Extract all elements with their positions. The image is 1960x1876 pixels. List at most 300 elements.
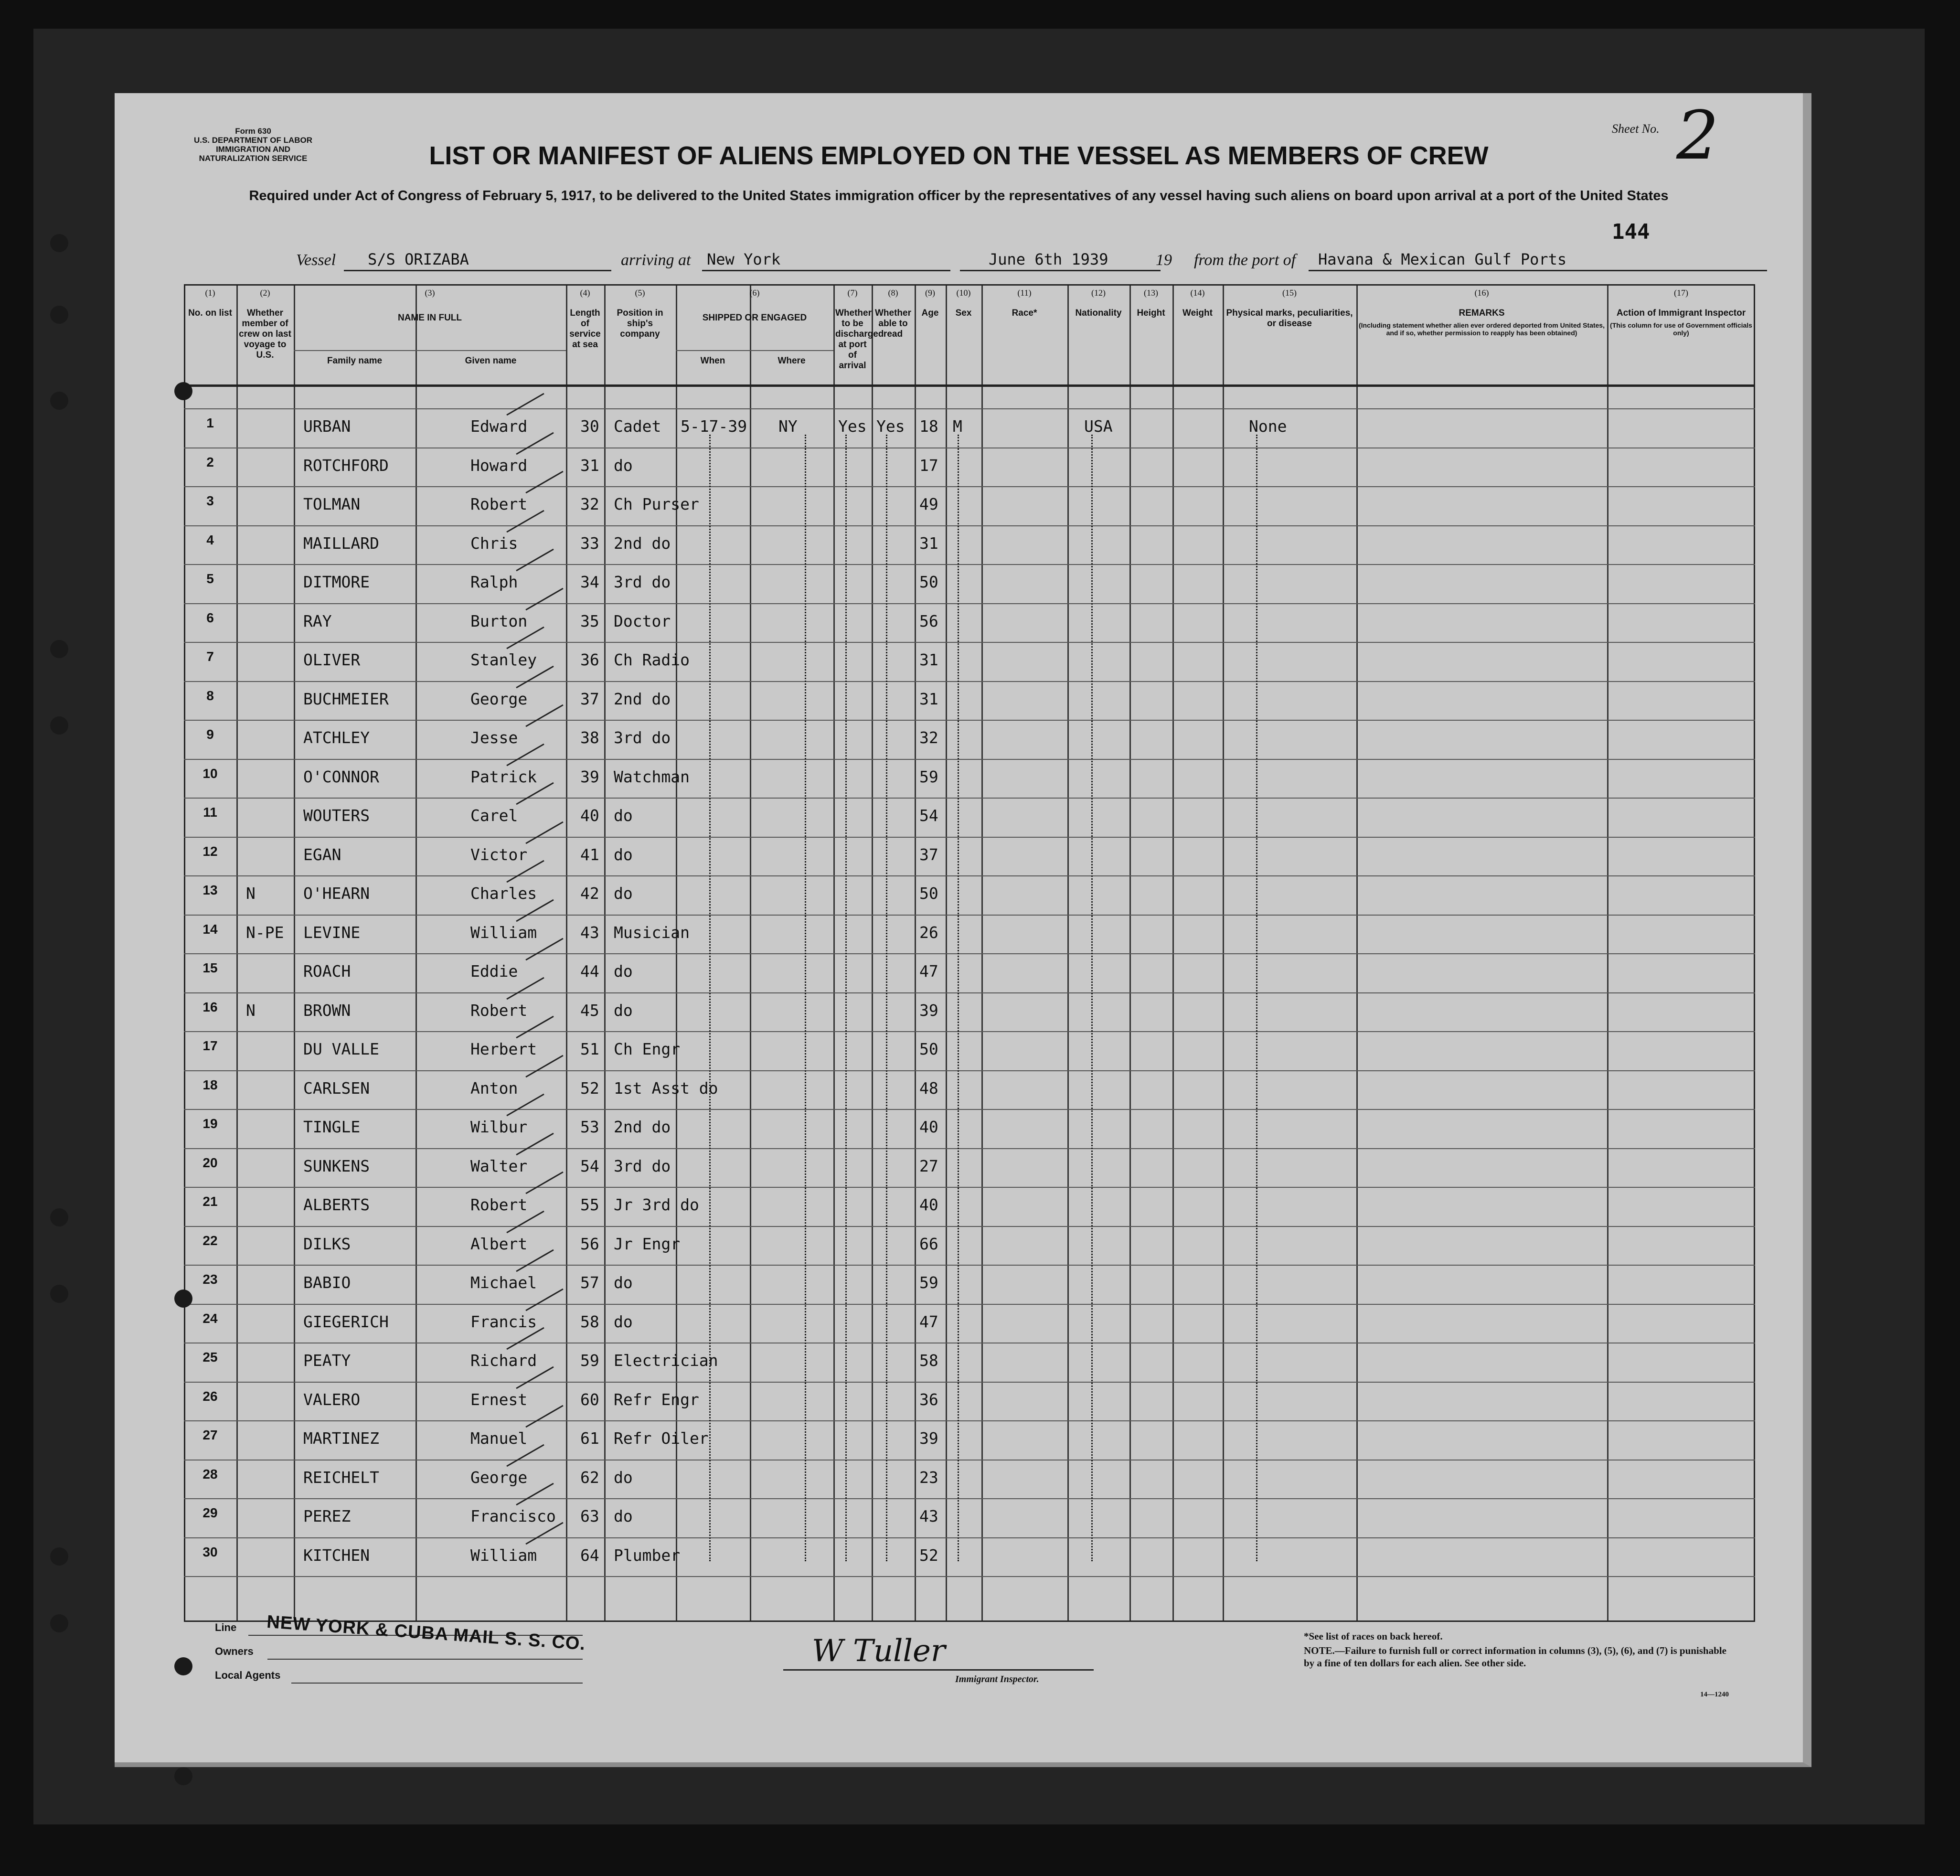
cell-family: CARLSEN [303,1078,370,1098]
cell-position: Jr 3rd do [614,1195,699,1214]
cell-service: 39 [580,767,599,786]
cell-age: 40 [919,1118,938,1136]
row-number: 14 [202,921,218,937]
column-number: (8) [888,288,898,298]
punch-hole [174,1290,192,1308]
row-divider [184,1576,1755,1577]
arrival-port: New York [707,250,781,268]
cell-position: 2nd do [614,1118,671,1136]
cell-age: 49 [919,495,938,513]
stamp-number: 144 [1612,220,1650,244]
cell-position: Jr Engr [614,1234,681,1253]
cell-age: 31 [919,533,938,553]
cell-age: 56 [919,611,938,630]
ditto-line [845,435,847,1561]
column-subheader: Family name [327,356,383,366]
table-row [184,1031,1755,1070]
cell-family: TINGLE [303,1118,361,1136]
cell-family: ROTCHFORD [303,456,389,475]
cell-read: Yes [876,417,905,436]
cell-position: do [614,1468,633,1487]
cell-age: 50 [919,573,938,591]
cell-position: Musician [614,923,690,942]
column-number: (1) [205,288,215,298]
cell-position: Doctor [614,611,671,630]
cell-position: Refr Engr [614,1390,699,1409]
line-label: Line [215,1621,237,1633]
cell-age: 50 [919,884,938,903]
column-subheader: Given name [465,356,517,366]
cell-age: 32 [919,728,938,747]
cell-given: Howard [470,456,528,475]
table-row [184,759,1755,798]
column-header: Sex [955,308,972,318]
cell-position: do [614,1273,633,1292]
cell-family: URBAN [303,417,351,436]
column-number: (2) [260,288,270,298]
cell-age: 43 [919,1507,938,1525]
row-number: 17 [202,1038,218,1053]
cell-position: Cadet [614,417,661,436]
table-row [184,915,1755,954]
manifest-sheet [115,93,1811,1767]
cell-position: do [614,1312,633,1331]
cell-given: Robert [470,495,528,513]
cell-position: Ch Radio [614,650,690,669]
departure-port-label: from the port of [1194,251,1296,269]
column-header: SHIPPED OR ENGAGED [702,313,807,323]
cell-service: 59 [580,1351,599,1370]
cell-given: William [470,923,537,942]
row-number: 10 [202,766,218,781]
cell-family: RAY [303,611,332,630]
cell-sex: M [953,417,962,436]
column-header: Whether member of crew on last voyage to U.S. [239,308,291,360]
cell-position: 3rd do [614,1156,671,1175]
cell-given: Jesse [470,728,518,747]
row-number: 12 [202,843,218,859]
cell-position: do [614,845,633,864]
cell-position: Watchman [614,767,690,786]
column-number: (15) [1282,288,1297,298]
table-row [184,1382,1755,1421]
table-row [184,1498,1755,1537]
races-note: *See list of races on back hereof. [1304,1631,1443,1642]
column-number: (10) [956,288,971,298]
cell-service: 63 [580,1507,599,1525]
page-subtitle: Required under Act of Congress of February 5, 1917, to be delivered to the United States immigration officer by the representatives of any vessel having such aliens on board upon arrival at a port of the United States [249,188,1669,203]
cell-family: ALBERTS [303,1195,370,1214]
row-number: 1 [206,416,214,430]
cell-given: George [470,689,528,708]
cell-given: Ernest [470,1390,528,1409]
cell-service: 31 [580,456,599,475]
punch-hole [50,1614,68,1632]
table-row [184,798,1755,837]
punch-hole [174,1767,192,1785]
cell-given: Francis [470,1312,537,1331]
cell-age: 59 [919,1273,938,1292]
table-row [184,1148,1755,1187]
column-header: Whether to be discharged at port of arrival [835,308,884,371]
cell-prev: N [246,884,256,903]
cell-age: 39 [919,1429,938,1448]
cell-service: 35 [580,611,599,630]
cell-when: 5-17-39 [681,417,747,436]
table-row [184,642,1755,681]
punch-hole [174,382,192,400]
column-header: REMARKS [1459,308,1505,318]
row-number: 30 [202,1544,218,1559]
sheet-number-label: Sheet No. [1612,122,1660,136]
cell-age: 48 [919,1078,938,1098]
cell-age: 47 [919,962,938,981]
cell-given: Stanley [470,650,537,669]
cell-age: 31 [919,689,938,708]
ditto-line [886,435,887,1561]
cell-nationality: USA [1084,417,1113,436]
cell-given: Edward [470,417,528,436]
cell-family: MARTINEZ [303,1429,379,1448]
vessel-line [296,248,1767,272]
cell-age: 23 [919,1468,938,1487]
cell-where: NY [778,417,798,436]
cell-position: do [614,884,633,903]
table-row [184,486,1755,525]
cell-given: Richard [470,1351,537,1370]
cell-family: DITMORE [303,573,370,591]
row-number: 19 [202,1116,218,1131]
cell-family: ATCHLEY [303,728,370,747]
row-number: 15 [202,960,218,975]
cell-family: OLIVER [303,650,361,669]
punch-hole [50,234,68,252]
row-number: 29 [202,1505,218,1520]
cell-age: 36 [919,1390,938,1409]
punch-hole [50,1285,68,1303]
arrival-date: June 6th 1939 [989,250,1108,268]
cell-service: 34 [580,573,599,591]
cell-position: Plumber [614,1546,681,1565]
column-header: Nationality [1075,308,1122,318]
cell-service: 32 [580,495,599,513]
form-identifier: Form 630 U.S. DEPARTMENT OF LABOR IMMIGRATION AND NATURALIZATION SERVICE [193,127,313,163]
cell-age: 59 [919,767,938,786]
cell-family: VALERO [303,1390,361,1409]
table-row [184,1070,1755,1109]
row-number: 2 [206,454,214,469]
punch-hole [50,392,68,410]
cell-given: Victor [470,845,528,864]
cell-given: Anton [470,1078,518,1098]
row-number: 27 [202,1428,218,1442]
cell-service: 60 [580,1390,599,1409]
cell-service: 54 [580,1156,599,1175]
cell-family: BUCHMEIER [303,689,389,708]
cell-given: Francisco [470,1507,556,1525]
cell-family: PEREZ [303,1507,351,1525]
row-number: 13 [202,883,218,897]
cell-service: 42 [580,884,599,903]
cell-given: Michael [470,1273,537,1292]
cell-family: WOUTERS [303,806,370,825]
column-number: (4) [580,288,590,298]
column-number: (7) [847,288,858,298]
cell-service: 41 [580,845,599,864]
table-row [184,408,1755,448]
cell-position: do [614,1507,633,1525]
column-subheader: When [700,356,725,366]
cell-service: 37 [580,689,599,708]
cell-age: 47 [919,1312,938,1331]
table-row [184,953,1755,992]
column-header: Physical marks, peculiarities, or disease [1226,308,1353,329]
cell-prev: N [246,1001,256,1020]
cell-given: Charles [470,884,537,903]
ditto-line [1091,435,1093,1561]
cell-service: 56 [580,1234,599,1253]
column-header: Length of service at sea [569,308,601,350]
arriving-label: arriving at [621,251,691,269]
row-number: 6 [206,610,214,625]
cell-service: 51 [580,1040,599,1058]
cell-given: George [470,1468,528,1487]
cell-given: William [470,1546,537,1565]
row-number: 18 [202,1077,218,1092]
cell-service: 61 [580,1429,599,1448]
inspector-label: Immigrant Inspector. [955,1674,1039,1684]
vessel-name: S/S ORIZABA [368,250,469,268]
penalty-note: NOTE.—Failure to furnish full or correct information in columns (3), (5), (6), and (7) is punishable by a fine of ten dollars for each alien. See other side. [1304,1645,1726,1669]
cell-given: Ralph [470,573,518,591]
cell-service: 53 [580,1118,599,1136]
cell-given: Patrick [470,767,537,786]
cell-position: 1st Asst do [614,1078,718,1098]
column-number: (12) [1091,288,1106,298]
owners-label: Owners [215,1645,254,1657]
cell-age: 27 [919,1156,938,1175]
cell-service: 58 [580,1312,599,1331]
cell-given: Eddie [470,962,518,981]
column-number: (11) [1017,288,1032,298]
table-row [184,681,1755,720]
cell-family: SUNKENS [303,1156,370,1175]
cell-position: Ch Engr [614,1040,681,1058]
inspector-signature: W Tuller [812,1633,946,1669]
column-number: (6) [749,288,760,298]
cell-position: 2nd do [614,533,671,553]
table-row [184,1265,1755,1304]
cell-service: 38 [580,728,599,747]
row-number: 7 [206,649,214,664]
row-number: 8 [206,688,214,703]
table-row [184,603,1755,642]
cell-family: REICHELT [303,1468,379,1487]
cell-given: Robert [470,1001,528,1020]
cell-position: 3rd do [614,728,671,747]
cell-position: 3rd do [614,573,671,591]
table-row [184,875,1755,915]
column-header: Race* [1012,308,1037,318]
ditto-line [958,435,959,1561]
page-title: LIST OR MANIFEST OF ALIENS EMPLOYED ON THE VESSEL AS MEMBERS OF CREW [429,141,1489,170]
ditto-line [709,435,711,1561]
table-row [184,1420,1755,1460]
table-row [184,1343,1755,1382]
column-number: (14) [1190,288,1205,298]
cell-position: 2nd do [614,689,671,708]
punch-hole [50,1547,68,1566]
column-header: Height [1137,308,1165,318]
table-row [184,837,1755,876]
cell-given: Albert [470,1234,528,1253]
cell-age: 26 [919,923,938,942]
cell-age: 31 [919,650,938,669]
cell-age: 17 [919,456,938,475]
departure-port: Havana & Mexican Gulf Ports [1318,250,1567,268]
cell-family: DILKS [303,1234,351,1253]
column-number: (5) [635,288,645,298]
cell-marks: None [1249,417,1287,436]
cell-position: Ch Purser [614,495,699,513]
table-row [184,1537,1755,1577]
row-number: 5 [206,571,214,586]
table-row [184,564,1755,603]
table-row [184,1226,1755,1265]
cell-service: 64 [580,1546,599,1565]
cell-family: O'CONNOR [303,767,379,786]
table-row [184,1460,1755,1499]
punch-hole [50,716,68,735]
cell-family: BROWN [303,1001,351,1020]
cell-service: 30 [580,417,599,436]
cell-age: 52 [919,1546,938,1565]
cell-given: Carel [470,806,518,825]
cell-family: LEVINE [303,923,361,942]
cell-service: 45 [580,1001,599,1020]
crew-table [184,284,1755,1621]
cell-service: 52 [580,1078,599,1098]
cell-given: Burton [470,611,528,630]
cell-age: 58 [919,1351,938,1370]
column-header: Whether able to read [875,308,911,339]
cell-family: MAILLARD [303,533,379,553]
cell-family: KITCHEN [303,1546,370,1565]
cell-age: 40 [919,1195,938,1214]
cell-service: 44 [580,962,599,981]
row-number: 20 [202,1155,218,1170]
cell-age: 66 [919,1234,938,1253]
cell-position: Refr Oiler [614,1429,709,1448]
table-row [184,992,1755,1032]
cell-given: Herbert [470,1040,537,1058]
row-number: 25 [202,1350,218,1364]
column-header: Weight [1182,308,1213,318]
punch-hole [50,640,68,658]
row-number: 22 [202,1233,218,1248]
cell-service: 33 [580,533,599,553]
vessel-label: Vessel [296,251,336,269]
cell-family: ROACH [303,962,351,981]
column-number: (17) [1674,288,1688,298]
company-stamp: NEW YORK & CUBA MAIL S. S. CO. [266,1612,586,1654]
row-number: 9 [206,727,214,742]
table-row [184,1304,1755,1343]
row-number: 23 [202,1272,218,1287]
row-number: 11 [203,805,217,820]
cell-service: 36 [580,650,599,669]
cell-given: Robert [470,1195,528,1214]
column-number: (9) [925,288,935,298]
cell-age: 54 [919,806,938,825]
cell-given: Manuel [470,1429,528,1448]
cell-service: 55 [580,1195,599,1214]
cell-family: DU VALLE [303,1040,379,1058]
cell-age: 37 [919,845,938,864]
cell-family: EGAN [303,845,341,864]
ditto-line [1256,435,1257,1561]
cell-age: 50 [919,1040,938,1058]
column-subheader: Where [778,356,806,366]
cell-prev: N-PE [246,923,284,942]
cell-given: Chris [470,533,518,553]
sheet-number: 2 [1676,97,1719,175]
column-number: (3) [425,288,435,298]
row-number: 16 [202,999,218,1014]
cell-discharged: Yes [838,417,867,436]
cell-position: Electrician [614,1351,718,1370]
column-header: Action of Immigrant Inspector [1616,308,1746,318]
cell-position: do [614,1001,633,1020]
cell-service: 62 [580,1468,599,1487]
ditto-line [805,435,806,1561]
column-number: (13) [1144,288,1158,298]
cell-family: O'HEARN [303,884,370,903]
punch-hole [174,1657,192,1675]
row-number: 28 [202,1466,218,1482]
table-row [184,720,1755,759]
cell-service: 57 [580,1273,599,1292]
cell-family: GIEGERICH [303,1312,389,1331]
cell-age: 39 [919,1001,938,1020]
column-header: Position in ship's company [617,308,663,339]
column-header: Age [921,308,939,318]
row-number: 3 [206,493,214,508]
punch-hole [50,306,68,324]
cell-position: do [614,456,633,475]
cell-age: 18 [919,417,938,436]
year-label: 19 [1156,251,1172,269]
punch-hole [50,1208,68,1226]
column-number: (16) [1474,288,1489,298]
form-code: 14—1240 [1700,1691,1729,1698]
column-subnote: (This column for use of Government officials only) [1610,321,1752,337]
cell-given: Walter [470,1156,528,1175]
cell-service: 43 [580,923,599,942]
local-agents-label: Local Agents [215,1669,281,1681]
table-row [184,1187,1755,1226]
column-subnote: (Including statement whether alien ever ordered deported from United States, and if so, whether permission to reapply has been obtained) [1359,321,1605,337]
cell-family: TOLMAN [303,495,361,513]
table-row [184,448,1755,487]
column-header: NAME IN FULL [397,313,462,323]
cell-given: Wilbur [470,1118,528,1136]
table-row [184,1109,1755,1148]
row-number: 21 [202,1194,218,1209]
table-row [184,525,1755,565]
row-number: 26 [202,1388,218,1404]
cell-position: do [614,806,633,825]
